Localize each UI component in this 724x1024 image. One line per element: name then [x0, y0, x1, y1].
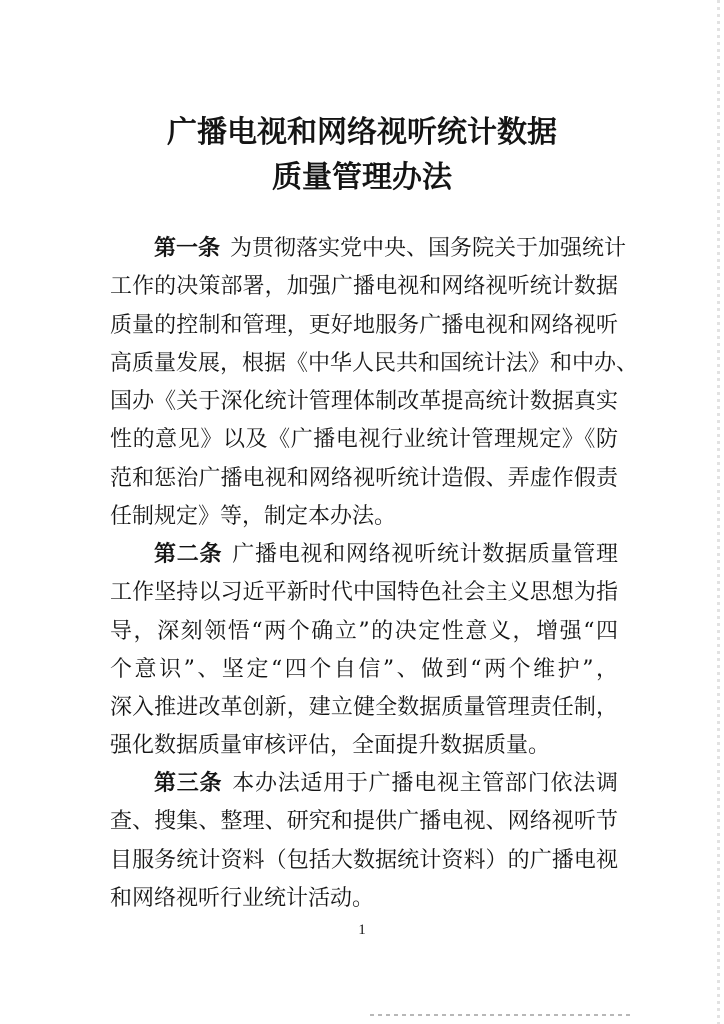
article-line: 和网络视听行业统计活动。	[110, 885, 375, 911]
article-line: 强化数据质量审核评估，全面提升数据质量。	[110, 733, 551, 759]
article-line	[110, 536, 618, 574]
article-line: 工作坚持以习近平新时代中国特色社会主义思想为指	[110, 580, 618, 606]
article-line: 质量的控制和管理，更好地服务广播电视和网络视听	[110, 312, 618, 338]
article-line	[110, 230, 627, 268]
article-3	[110, 765, 618, 918]
article-1	[110, 230, 639, 536]
article-line-text: 本办法适用于广播电视主管部门依法调	[232, 771, 618, 796]
page-number: 1	[358, 922, 366, 938]
scan-edge-artifact	[717, 0, 720, 1024]
article-line: 查、搜集、整理、研究和提供广播电视、网络视听节	[110, 809, 618, 835]
article-label: 第一条	[154, 236, 221, 261]
article-line: 国办《关于深化统计管理体制改革提高统计数据真实	[110, 389, 618, 415]
article-line: 工作的决策部署，加强广播电视和网络视听统计数据	[110, 274, 618, 300]
article-line: 高质量发展，根据《中华人民共和国统计法》和中办、	[110, 350, 639, 376]
article-line: 性的意见》以及《广播电视行业统计管理规定》《防	[110, 427, 618, 453]
article-label: 第三条	[154, 771, 223, 796]
article-line-text: 为贯彻落实党中央、国务院关于加强统计	[230, 236, 627, 261]
article-line: 个意识”、坚定“四个自信”、做到“两个维护”，	[110, 656, 618, 682]
document-title-line-1: 广播电视和网络视听统计数据	[167, 115, 557, 150]
article-line	[110, 765, 618, 803]
article-line: 任制规定》等，制定本办法。	[110, 504, 397, 530]
article-line: 深入推进改革创新，建立健全数据质量管理责任制，	[110, 695, 618, 721]
article-line: 目服务统计资料（包括大数据统计资料）的广播电视	[110, 847, 618, 873]
article-line: 导，深刻领悟“两个确立”的决定性意义，增强“四	[110, 618, 618, 644]
article-2	[110, 536, 618, 766]
article-line: 范和惩治广播电视和网络视听统计造假、弄虚作假责	[110, 465, 618, 491]
article-label: 第二条	[154, 542, 223, 567]
document-title-line-2: 质量管理办法	[272, 160, 452, 195]
scan-bottom-artifact	[370, 1014, 630, 1016]
article-line-text: 广播电视和网络视听统计数据质量管理	[232, 542, 618, 567]
